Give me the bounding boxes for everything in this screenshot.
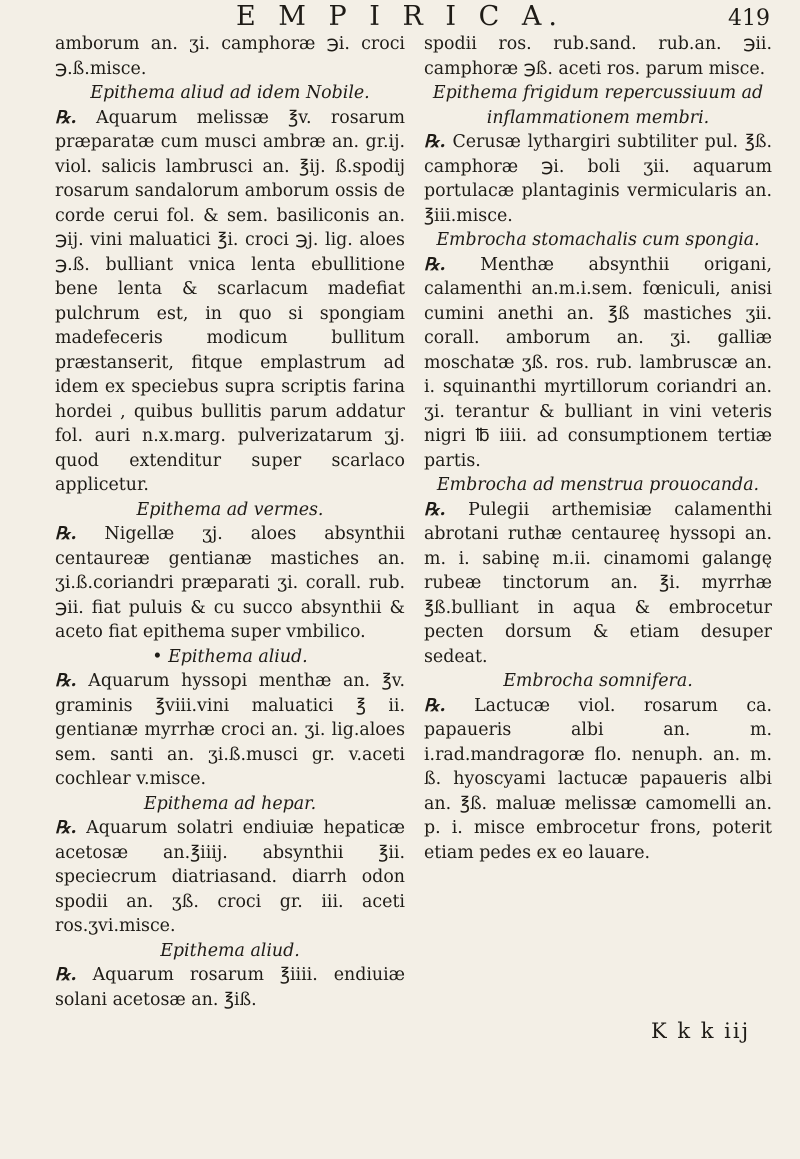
recipe-text: Aquarum rosarum ℥iiii. endiuiæ solani acetosæ an. ℥iß. <box>55 965 405 1010</box>
section-heading: Embrocha stomachalis cum spongia. <box>436 230 760 250</box>
recipe-paragraph <box>424 253 772 474</box>
paragraph-text: spodii ros. rub.sand. rub.an. ℈ii. camphoræ ℈ß. aceti ros. parum misce. <box>424 34 772 79</box>
page-number: 419 <box>728 6 770 31</box>
section-heading: Epithema aliud ad idem Nobile. <box>90 83 370 103</box>
recipe-text: Lactucæ viol. rosarum ca. papaueris albi an. m. i.rad.mandragoræ flo. nenuph. an. m. ß. hyoscyami lactucæ papaueris albi an. ℥ß. maluæ melissæ camomelli an. p. i. misce embrocetur frons, poterit etiam pedes ex eo lauare. <box>424 695 772 863</box>
section-heading: • Epithema aliud. <box>152 646 308 667</box>
recipe-paragraph <box>55 816 405 939</box>
recipe-paragraph <box>424 498 772 670</box>
recipe-text: Aquarum hyssopi menthæ an. ℥v. graminis ℥viii.vini maluatici ℥ ii. gentianæ myrrhæ croci an. ʒi. lig.aloes sem. santi an. ʒi.ß.musci gr. v.aceti cochlear v.misce. <box>55 671 405 789</box>
recipe-text: Pulegii arthemisiæ calamenthi abrotani ruthæ centaureę hyssopi an. m. i. sabinę m.ii. cinamomi galangę rubeæ tinctorum an. ℥i. myrrhæ ℥ß.bulliant in aqua & embrocetur pecten dorsum & etiam desuper sedeat. <box>424 499 772 667</box>
recipe-symbol: ℞. <box>424 695 446 716</box>
right-column <box>424 32 772 865</box>
recipe-text: Nigellæ ʒj. aloes absynthii centaureæ gentianæ mastiches an. ʒi.ß.coriandri præparati ʒi. corall. rub. ℈ii. fiat puluis & cu succo absynthii & aceto fiat epithema super vmbilico. <box>55 524 405 642</box>
section-heading: Epithema ad vermes. <box>136 499 324 520</box>
left-column <box>55 32 405 1012</box>
recipe-text: Menthæ absynthii origani, calamenthi an.m.i.sem. fœniculi, anisi cumini anethi an. ℥ß mastiches ʒii. corall. amborum an. ʒi. galliæ moschatæ ʒß. ros. rub. lambruscæ an. i. squinanthi myrtillorum coriandri an. ʒi. terantur & bulliant in vini veteris nigri ℔ iiii. ad consumptionem tertiæ partis. <box>424 254 772 471</box>
signature-mark: K k k iij <box>651 1019 751 1043</box>
recipe-text: Aquarum melissæ ℥v. rosarum præparatæ cum musci ambræ an. gr.ij. viol. salicis lambrusci an. ℥ij. ß.spodij rosarum sandalorum amborum ossis de corde cerui fol. & sem. basiliconis an. ℈ij. vini maluatici ℥i. croci ℈j. lig. aloes ℈.ß. bulliant vnica lenta ebullitione bene lenta & scarlacum madefiat pulchrum est, in quo si spongiam madefeceris modicum bullitum præstanserit, fitque emplastrum ad idem ex speciebus supra scriptis farina hordei , quibus bullitis parum addatur fol. auri n.x.marg. pulverizatarum ʒj. quod extenditur super scarlaco applicetur. <box>55 107 405 495</box>
recipe-paragraph <box>55 106 405 498</box>
recipe-symbol: ℞. <box>424 254 446 275</box>
recipe-symbol: ℞. <box>424 132 446 152</box>
recipe-symbol: ℞. <box>55 965 77 985</box>
recipe-paragraph <box>424 694 772 866</box>
recipe-paragraph <box>424 130 772 228</box>
recipe-symbol: ℞. <box>55 671 77 691</box>
recipe-symbol: ℞. <box>424 499 446 520</box>
recipe-paragraph <box>55 669 405 792</box>
recipe-text: Cerusæ lythargiri subtiliter pul. ℥ß. camphoræ ℈i. boli ʒii. aquarum portulacæ plantaginis vermicularis an. ℥iii.misce. <box>424 132 772 226</box>
page-header <box>0 0 800 36</box>
paragraph-text: amborum an. ʒi. camphoræ ℈i. croci ℈.ß.misce. <box>55 34 405 79</box>
section-heading: Epithema aliud. <box>160 940 300 961</box>
section-heading: Epithema ad hepar. <box>143 793 317 814</box>
recipe-symbol: ℞. <box>55 107 77 128</box>
paragraph <box>424 32 772 81</box>
running-head: E M P I R I C A. <box>236 1 564 32</box>
paragraph <box>55 32 405 81</box>
section-heading: Embrocha somnifera. <box>503 671 693 691</box>
recipe-symbol: ℞. <box>55 524 77 544</box>
recipe-paragraph <box>55 963 405 1012</box>
recipe-symbol: ℞. <box>55 818 77 838</box>
section-heading: Epithema frigidum repercussiuum ad inflammationem membri. <box>432 83 764 128</box>
recipe-text: Aquarum solatri endiuiæ hepaticæ acetosæ an.℥iiij. absynthii ℥ii. speciecrum diatriasand. diarrh odon spodii an. ʒß. croci gr. iii. aceti ros.ʒvi.misce. <box>55 818 405 936</box>
recipe-paragraph <box>55 522 405 645</box>
section-heading: Embrocha ad menstrua prouocanda. <box>436 475 760 495</box>
